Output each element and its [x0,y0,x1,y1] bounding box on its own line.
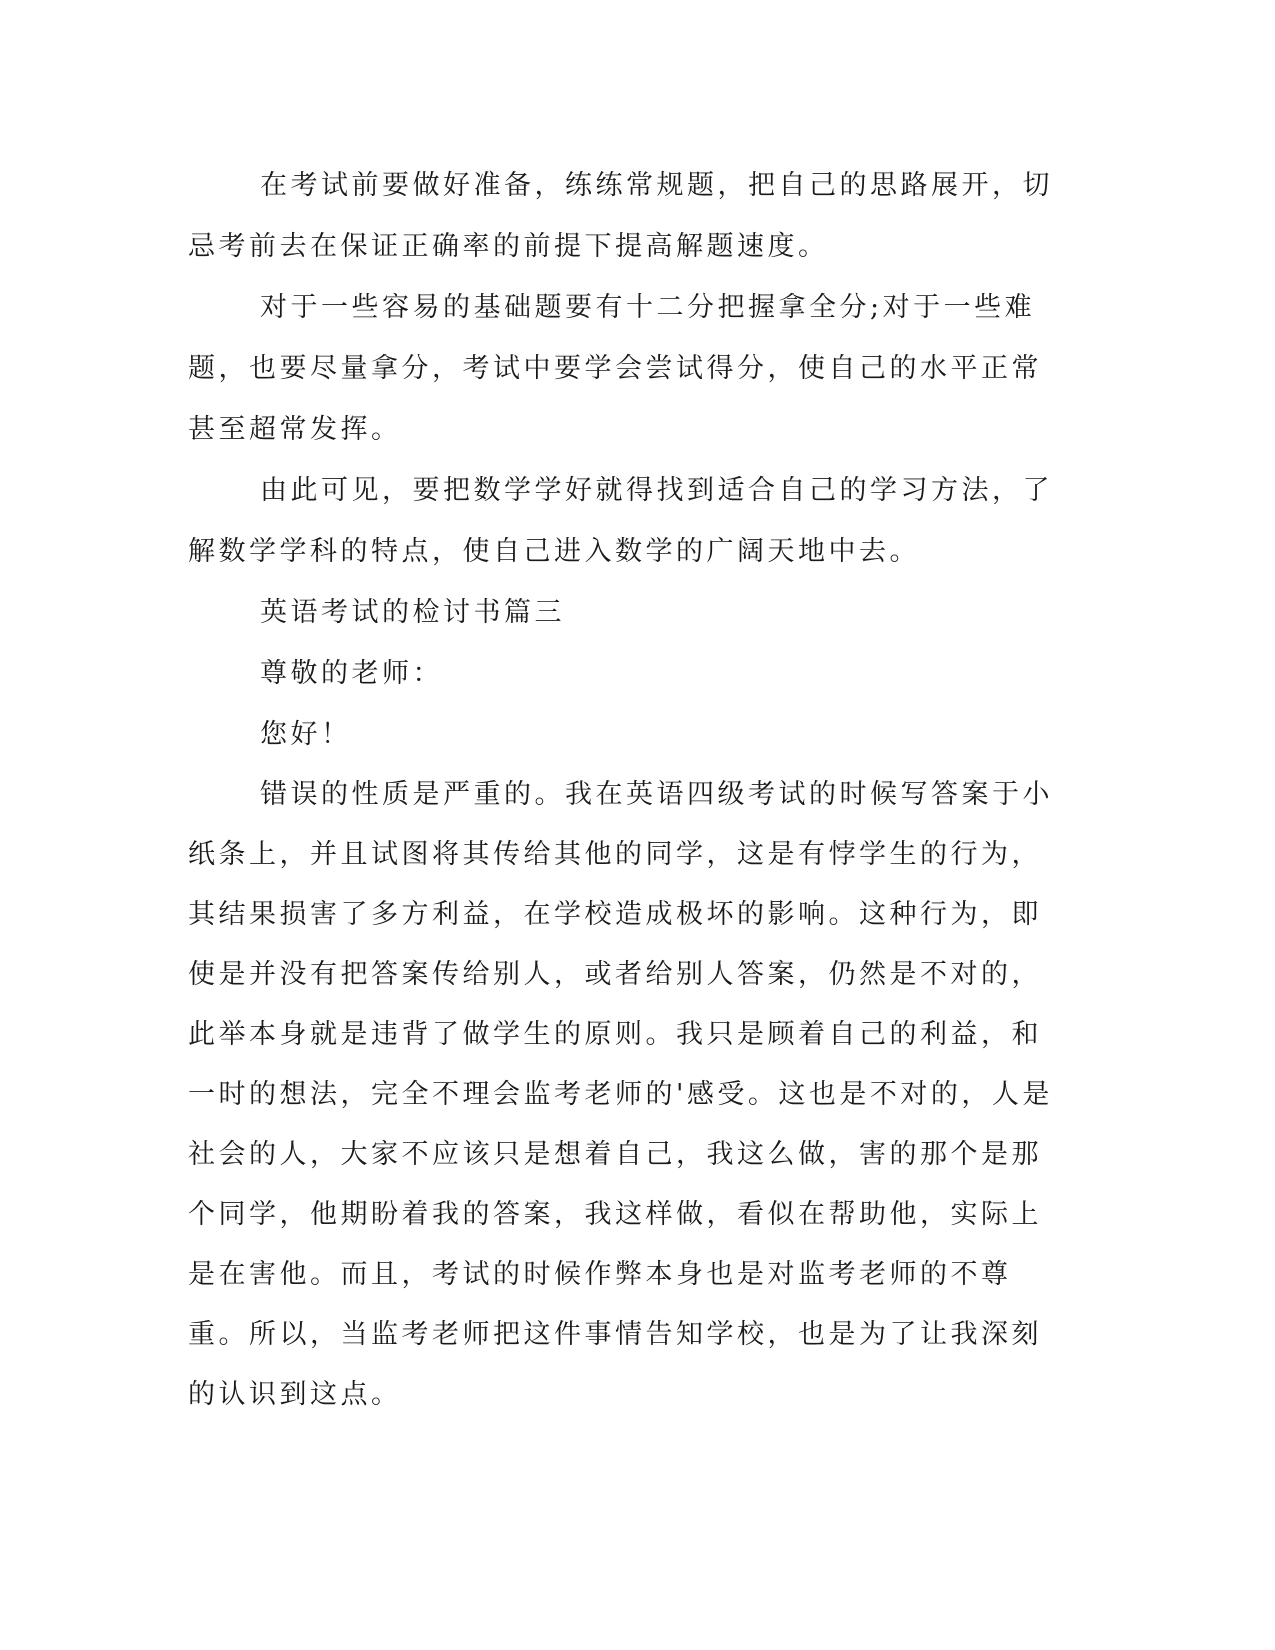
salutation: 尊敬的老师： [260,658,443,689]
paragraph-basic-questions: 对于一些容易的基础题要有十二分把握拿全分;对于一些难题，也要尽量拿分，考试中要学会尝试得分，使自己的水平正常甚至超常发挥。 [188,292,1042,445]
section-heading: 英语考试的检讨书篇三 [260,597,565,628]
greeting: 您好！ [260,719,352,750]
paragraph-exam-preparation: 在考试前要做好准备，练练常规题，把自己的思路展开，切忌考前去在保证正确率的前提下提高解题速度。 [188,170,1053,262]
paragraph-conclusion: 由此可见，要把数学学好就得找到适合自己的学习方法，了解数学学科的特点，使自己进入数学的广阔天地中去。 [188,475,1053,567]
document-body [188,155,1068,1425]
paragraph-confession: 错误的性质是严重的。我在英语四级考试的时候写答案于小纸条上，并且试图将其传给其他的同学，这是有悖学生的行为，其结果损害了多方利益，在学校造成极坏的影响。这种行为，即使是并没有把答案传给别人，或者给别人答案，仍然是不对的，此举本身就是违背了做学生的原则。我只是顾着自己的利益，和一时的想法，完全不理会监考老师的'感受。这也是不对的，人是社会的人，大家不应该只是想着自己，我这么做，害的那个是那个同学，他期盼着我的答案，我这样做，看似在帮助他，实际上是在害他。而且，考试的时候作弊本身也是对监考老师的不尊重。所以，当监考老师把这件事情告知学校，也是为了让我深刻的认识到这点。 [188,779,1053,1410]
